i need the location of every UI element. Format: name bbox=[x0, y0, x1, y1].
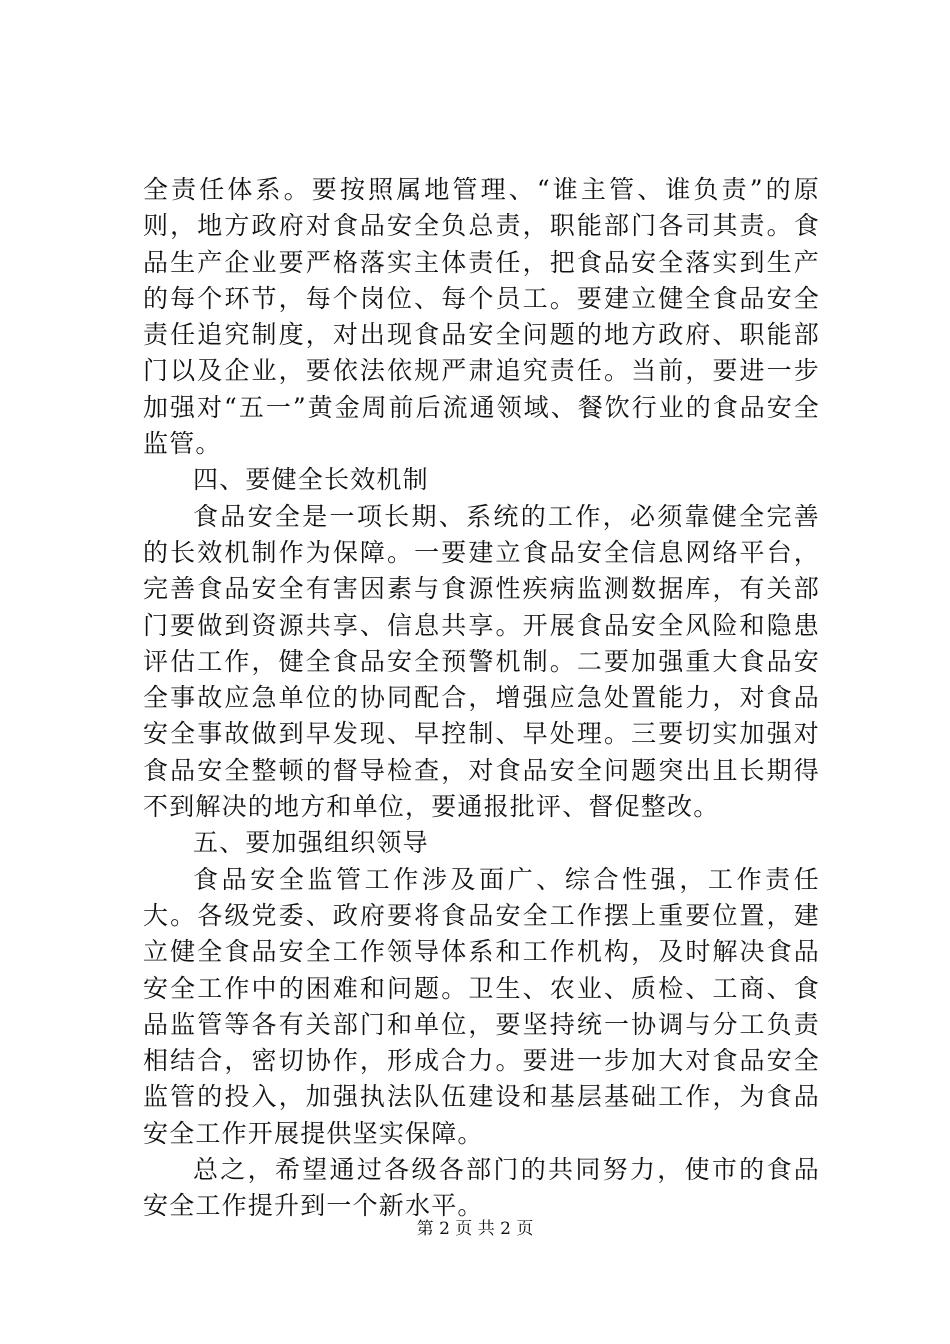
paragraph-organization-leadership: 食品安全监管工作涉及面广、综合性强，工作责任大。各级党委、政府要将食品安全工作摆上重要位置，建立健全食品安全工作领导体系和工作机构，及时解决食品安全工作中的困难和问题。卫生、农业、质检、工商、食品监管等各有关部门和单位，要坚持统一协调与分工负责相结合，密切协作，形成合力。要进一步加大对食品安全监管的投入，加强执法队伍建设和基层基础工作，为食品安全工作开展提供坚实保障。 bbox=[143, 864, 820, 1148]
document-body bbox=[143, 172, 820, 1225]
paragraph-conclusion: 总之，希望通过各级各部门的共同努力，使市的食品安全工作提升到一个新水平。 bbox=[143, 1155, 820, 1221]
section-heading-4: 四、要健全长效机制 bbox=[193, 465, 429, 495]
paragraph-continuation: 全责任体系。要按照属地管理、“谁主管、谁负责”的原则，地方政府对食品安全负总责，职能部门各司其责。食品生产企业要严格落实主体责任，把食品安全落实到生产的每个环节，每个岗位、每个员工。要建立健全食品安全责任追究制度，对出现食品安全问题的地方政府、职能部门以及企业，要依法依规严肃追究责任。当前，要进一步加强对“五一”黄金周前后流通领域、餐饮行业的食品安全监管。 bbox=[143, 175, 820, 459]
section-heading-5: 五、要加强组织领导 bbox=[193, 828, 429, 858]
paragraph-long-term-mechanism: 食品安全是一项长期、系统的工作，必须靠健全完善的长效机制作为保障。一要建立食品安全信息网络平台，完善食品安全有害因素与食源性疾病监测数据库，有关部门要做到资源共享、信息共享。开展食品安全风险和隐患评估工作，健全食品安全预警机制。二要加强重大食品安全事故应急单位的协同配合，增强应急处置能力，对食品安全事故做到早发现、早控制、早处理。三要切实加强对食品安全整顿的督导检查，对食品安全问题突出且长期得不到解决的地方和单位，要通报批评、督促整改。 bbox=[143, 501, 820, 822]
page-number-footer: 第 2 页 共 2 页 bbox=[416, 1219, 534, 1239]
